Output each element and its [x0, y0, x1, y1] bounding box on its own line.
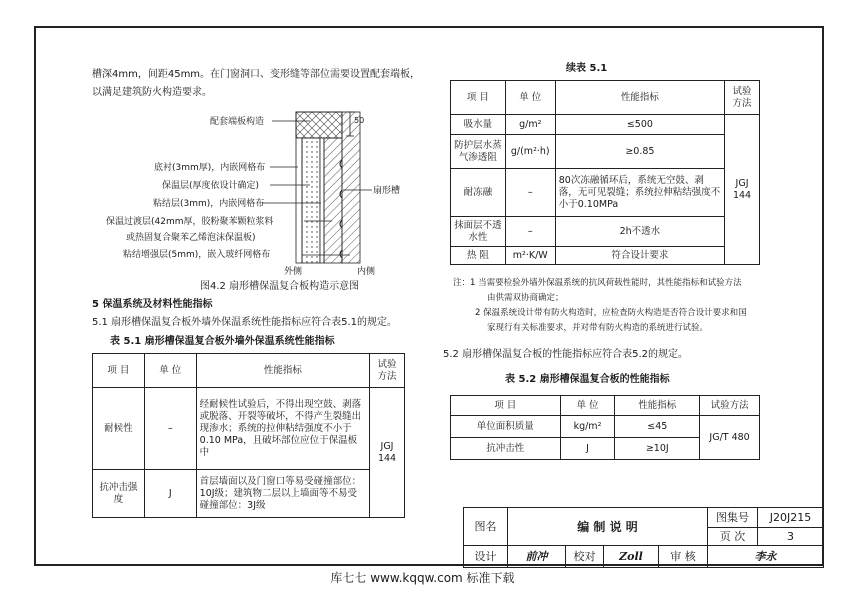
fig-label-outside: 外侧 [284, 267, 303, 277]
tb-review-signature: 李永 [708, 546, 824, 568]
para-5-2: 5.2 扇形槽保温复合板的性能指标应符合表5.2的规定。 [443, 349, 688, 360]
fig-label-1: 保温层(厚度依设计确定) [162, 181, 260, 191]
t52-method: JG/T 480 [700, 416, 760, 460]
t51c-r2-unit: – [505, 169, 555, 217]
tb-atlas-label: 图集号 [708, 508, 758, 528]
t51-r1-index: 首层墙面以及门窗口等易受碰撞部位：10J级；建筑物二层以上墙面等不易受碰撞部位：3J级 [196, 470, 369, 518]
tb-review-label: 审 核 [659, 546, 708, 568]
fig-label-0: 底衬(3mm厚)，内嵌网格布 [154, 163, 266, 173]
t51-r0-index: 经耐候性试验后，不得出现空鼓、剥落或脱落、开裂等破坏，不得产生裂缝出现渗水；系统的拉伸粘结强度不小于0.10 MPa，且破坏部位应位于保温板中 [196, 388, 369, 470]
t51c-h-index: 性能指标 [555, 81, 724, 115]
tb-page-label: 页 次 [708, 528, 758, 546]
section5-para: 5.1 扇形槽保温复合板外墙外保温系统性能指标应符合表5.1的规定。 [92, 317, 397, 328]
t51-h-item: 项 目 [93, 354, 145, 388]
section5-heading: 5 保温系统及材料性能指标 [92, 299, 213, 310]
t51c-r1-index: ≥0.85 [555, 135, 724, 169]
t51c-r0-item: 吸水量 [451, 115, 506, 135]
t51c-h-method: 试验方法 [725, 81, 760, 115]
t51-r0-unit: – [144, 388, 196, 470]
t52-r0-index: ≤45 [615, 416, 700, 438]
note-1a: 注：1 当需要检验外墙外保温系统的抗风荷载性能时，其性能指标和试验方法 [453, 278, 742, 288]
tb-check-signature: Zoll [604, 546, 659, 568]
t51c-r2-item: 耐冻融 [451, 169, 506, 217]
table-5-2 [450, 395, 760, 460]
t52-h-method: 试验方法 [700, 396, 760, 416]
t52-r1-index: ≥10J [615, 438, 700, 460]
t51c-r0-unit: g/m² [505, 115, 555, 135]
tb-name-label: 图名 [464, 508, 508, 546]
tb-page: 3 [758, 528, 824, 546]
t51-h-unit: 单 位 [144, 354, 196, 388]
note-2a: 2 保温系统设计带有防火构造时，应检查防火构造是否符合设计要求和国 [475, 308, 747, 318]
tb-design-signature: 前冲 [508, 546, 566, 568]
note-1b: 由供需双协商确定； [487, 293, 564, 303]
t51-h-index: 性能指标 [196, 354, 369, 388]
fig-label-end-board: 配套端板构造 [210, 117, 265, 127]
intro-line-1: 槽深4mm，间距45mm。在门窗洞口、变形缝等部位需要设置配套端板， [92, 69, 421, 80]
tb-design-label: 设计 [464, 546, 508, 568]
t51-method: JGJ 144 [370, 388, 405, 518]
fig-label-2: 粘结层(3mm)，内嵌网格布 [153, 199, 265, 209]
table51-title: 表 5.1 扇形槽保温复合板外墙外保温系统性能指标 [110, 336, 335, 347]
t52-h-unit: 单 位 [560, 396, 615, 416]
t51c-h-item: 项 目 [451, 81, 506, 115]
t52-r0-item: 单位面积质量 [451, 416, 561, 438]
t51c-h-unit: 单 位 [505, 81, 555, 115]
t51c-r4-index: 符合设计要求 [555, 247, 724, 265]
t51c-method: JGJ 144 [725, 115, 760, 265]
table51c-title: 续表 5.1 [566, 63, 608, 74]
t51c-r3-item: 抹面层不透水性 [451, 217, 506, 247]
t51c-r3-unit: – [505, 217, 555, 247]
fig-label-5: 粘结增强层(5mm)，嵌入玻纤网格布 [123, 250, 271, 260]
t51c-r4-item: 热 阻 [451, 247, 506, 265]
figure-caption: 图4.2 扇形槽保温复合板构造示意图 [200, 281, 360, 292]
fig-label-groove: 扇形槽 [373, 186, 401, 196]
fig-label-inside: 内侧 [357, 267, 376, 277]
table-5-1 [92, 353, 405, 518]
t51c-r1-item: 防护层水蒸气渗透阻 [451, 135, 506, 169]
title-block [463, 507, 824, 568]
t52-h-index: 性能指标 [615, 396, 700, 416]
note-2b: 家现行有关标准要求，并对带有防火构造的系统进行试验。 [487, 323, 709, 333]
tb-check-label: 校对 [566, 546, 604, 568]
intro-line-2: 以满足建筑防火构造要求。 [92, 87, 212, 98]
footer-watermark: 库七七 www.kqqw.com 标准下载 [330, 571, 515, 585]
t51-r1-unit: J [144, 470, 196, 518]
t51c-r2-index: 80次冻融循环后，系统无空鼓、剥落，无可见裂缝；系统拉伸粘结强度不小于0.10MPa [555, 169, 724, 217]
t51c-r4-unit: m²·K/W [505, 247, 555, 265]
fig-label-4: 或热固复合聚苯乙烯泡沫保温板) [126, 233, 256, 243]
table52-title: 表 5.2 扇形槽保温复合板的性能指标 [505, 374, 670, 385]
t51-r0-item: 耐候性 [93, 388, 145, 470]
t51-r1-item: 抗冲击强度 [93, 470, 145, 518]
t51c-r3-index: 2h不透水 [555, 217, 724, 247]
t52-r1-item: 抗冲击性 [451, 438, 561, 460]
t51c-r1-unit: g/(m²·h) [505, 135, 555, 169]
t51c-r0-index: ≤500 [555, 115, 724, 135]
tb-name: 编 制 说 明 [508, 508, 708, 546]
fig-dim: 50 [354, 116, 365, 125]
t52-h-item: 项 目 [451, 396, 561, 416]
t51-h-method: 试验方法 [370, 354, 405, 388]
t52-r0-unit: kg/m² [560, 416, 615, 438]
tb-atlas: J20J215 [758, 508, 824, 528]
t52-r1-unit: J [560, 438, 615, 460]
fig-label-3: 保温过渡层(42mm厚，胶粉聚苯颗粒浆料 [106, 217, 274, 227]
table-5-1-continued [450, 80, 760, 265]
